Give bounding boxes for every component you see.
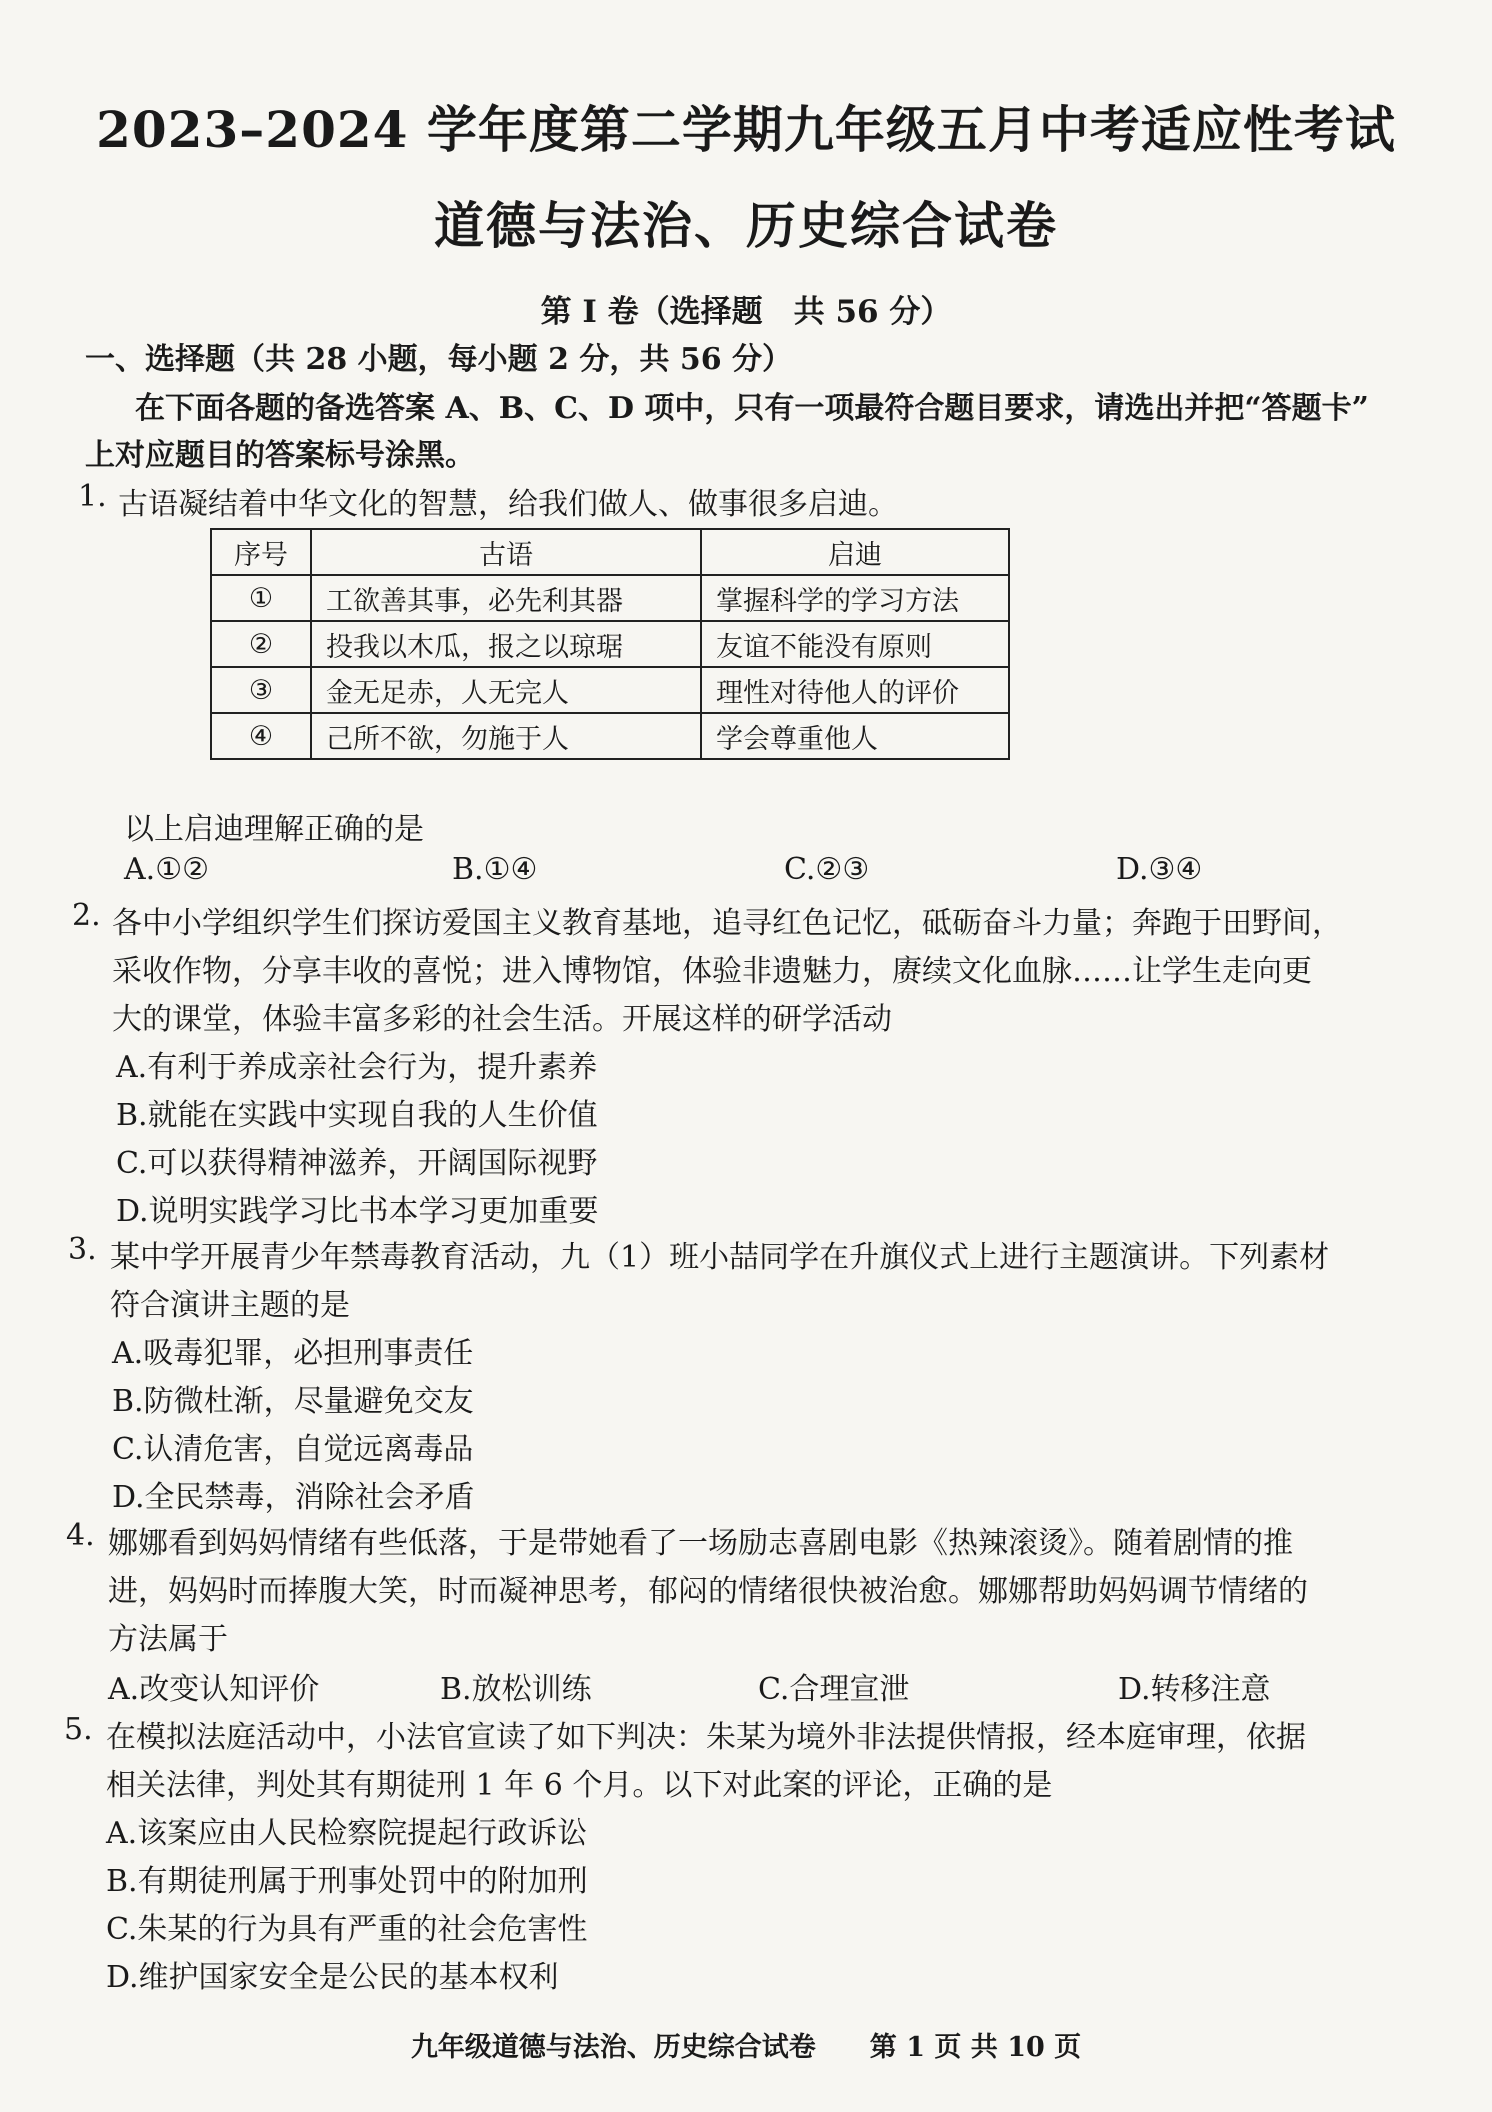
question-2-option-a: A.有利于养成亲社会行为，提升素养	[116, 1050, 598, 1085]
question-2-stem-line: 各中小学组织学生们探访爱国主义教育基地，追寻红色记忆，砥砺奋斗力量；奔跑于田野间，	[112, 906, 1342, 941]
question-2-option-b: B.就能在实践中实现自我的人生价值	[116, 1098, 598, 1133]
question-4-stem-line: 方法属于	[108, 1622, 228, 1657]
volume-heading: 第 I 卷（选择题 共 56 分）	[540, 294, 952, 330]
question-3-option-b: B.防微杜渐，尽量避免交友	[112, 1384, 474, 1419]
question-1-option-a: A.①②	[124, 852, 209, 887]
question-5-option-d: D.维护国家安全是公民的基本权利	[106, 1960, 559, 1995]
question-5-stem-line: 相关法律，判处其有期徒刑 1 年 6 个月。以下对此案的评论，正确的是	[106, 1768, 1053, 1803]
table-cell: ④	[211, 713, 311, 759]
table-header-cell: 启迪	[701, 529, 1009, 575]
table-row	[211, 667, 1009, 713]
question-4-option-c: C.合理宣泄	[758, 1672, 910, 1707]
question-5-number: 5.	[64, 1712, 93, 1747]
question-1-option-c: C.②③	[784, 852, 870, 887]
question-3-option-c: C.认清危害，自觉远离毒品	[112, 1432, 474, 1467]
question-1-option-b: B.①④	[452, 852, 538, 887]
table-cell: 金无足赤，人无完人	[311, 667, 701, 713]
question-2-option-c: C.可以获得精神滋养，开阔国际视野	[116, 1146, 598, 1181]
table-cell: ②	[211, 621, 311, 667]
table-cell: 友谊不能没有原则	[701, 621, 1009, 667]
table-cell: 工欲善其事，必先利其器	[311, 575, 701, 621]
section-heading: 一、选择题（共 28 小题，每小题 2 分，共 56 分）	[85, 342, 793, 377]
question-1-stem: 古语凝结着中华文化的智慧，给我们做人、做事很多启迪。	[118, 487, 898, 522]
instruction-line-2: 上对应题目的答案标号涂黑。	[85, 438, 475, 473]
table-header-cell: 古语	[311, 529, 701, 575]
table-cell: 投我以木瓜，报之以琼琚	[311, 621, 701, 667]
exam-title-line1: 2023–2024 学年度第二学期九年级五月中考适应性考试	[96, 100, 1396, 159]
table-header-cell: 序号	[211, 529, 311, 575]
question-4-option-a: A.改变认知评价	[108, 1672, 320, 1707]
question-4-number: 4.	[66, 1518, 95, 1553]
question-3-stem-line: 符合演讲主题的是	[110, 1288, 350, 1323]
question-3-option-d: D.全民禁毒，消除社会矛盾	[112, 1480, 475, 1515]
question-4-option-d: D.转移注意	[1118, 1672, 1271, 1707]
question-1-number: 1.	[78, 479, 107, 514]
question-2-stem-line: 采收作物，分享丰收的喜悦；进入博物馆，体验非遗魅力，赓续文化血脉……让学生走向更	[112, 954, 1312, 989]
question-2-number: 2.	[72, 898, 101, 933]
question-1-option-d: D.③④	[1116, 852, 1203, 887]
table-header-row	[211, 529, 1009, 575]
question-4-stem-line: 进，妈妈时而捧腹大笑，时而凝神思考，郁闷的情绪很快被治愈。娜娜帮助妈妈调节情绪的	[108, 1574, 1308, 1609]
table-cell: 己所不欲，勿施于人	[311, 713, 701, 759]
table-row	[211, 621, 1009, 667]
question-1-table	[210, 528, 1010, 760]
instruction-line-1: 在下面各题的备选答案 A、B、C、D 项中，只有一项最符合题目要求，请选出并把“答题卡”	[135, 391, 1369, 426]
question-5-option-b: B.有期徒刑属于刑事处罚中的附加刑	[106, 1864, 588, 1899]
table-cell: 理性对待他人的评价	[701, 667, 1009, 713]
exam-title-line2: 道德与法治、历史综合试卷	[434, 196, 1058, 255]
question-5-stem-line: 在模拟法庭活动中，小法官宣读了如下判决：朱某为境外非法提供情报，经本庭审理，依据	[106, 1720, 1306, 1755]
question-3-stem-line: 某中学开展青少年禁毒教育活动，九（1）班小喆同学在升旗仪式上进行主题演讲。下列素材	[110, 1240, 1330, 1275]
table-cell: 掌握科学的学习方法	[701, 575, 1009, 621]
question-4-option-b: B.放松训练	[440, 1672, 592, 1707]
table-row	[211, 575, 1009, 621]
question-4-stem-line: 娜娜看到妈妈情绪有些低落，于是带她看了一场励志喜剧电影《热辣滚烫》。随着剧情的推	[108, 1526, 1293, 1561]
table-cell: 学会尊重他人	[701, 713, 1009, 759]
question-2-stem-line: 大的课堂，体验丰富多彩的社会生活。开展这样的研学活动	[112, 1002, 892, 1037]
question-3-number: 3.	[68, 1232, 97, 1267]
question-2-option-d: D.说明实践学习比书本学习更加重要	[116, 1194, 599, 1229]
question-3-option-a: A.吸毒犯罪，必担刑事责任	[112, 1336, 474, 1371]
table-cell: ①	[211, 575, 311, 621]
question-5-option-a: A.该案应由人民检察院提起行政诉讼	[106, 1816, 588, 1851]
table-row	[211, 713, 1009, 759]
question-5-option-c: C.朱某的行为具有严重的社会危害性	[106, 1912, 588, 1947]
question-1-stem-after: 以上启迪理解正确的是	[124, 812, 424, 847]
table-cell: ③	[211, 667, 311, 713]
page-footer: 九年级道德与法治、历史综合试卷 第 1 页 共 10 页	[410, 2032, 1082, 2063]
